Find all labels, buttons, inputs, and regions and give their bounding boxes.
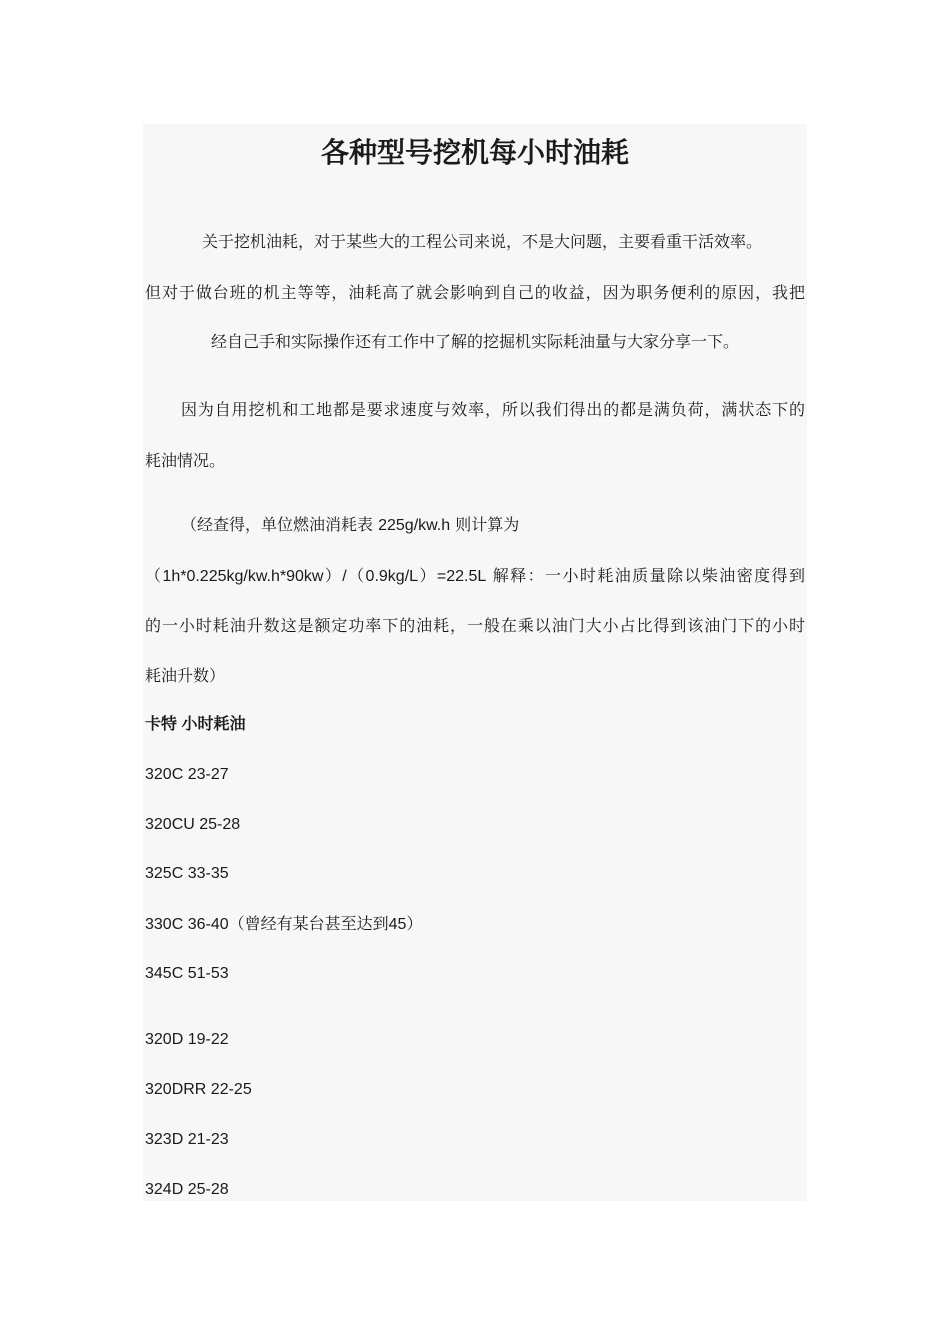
- intro-paragraph-line-2: 但对于做台班的机主等等，油耗高了就会影响到自己的收益，因为职务便利的原因，我把: [145, 283, 805, 302]
- model-row: 345C 51-53: [145, 965, 229, 982]
- calculation-paragraph-line-4: 耗油升数）: [145, 666, 226, 685]
- table-header: 卡特 小时耗油: [145, 716, 246, 733]
- calculation-paragraph-line-3: 的一小时耗油升数这是额定功率下的油耗，一般在乘以油门大小占比得到该油门下的小时: [145, 616, 805, 635]
- model-row-note: （曾经有某台甚至达到: [228, 914, 389, 933]
- model-row-note: ）: [406, 914, 423, 933]
- calculation-text: （经查得，单位燃油消耗表: [181, 515, 379, 534]
- calculation-paragraph-line-2: [145, 565, 805, 588]
- model-row-note-value: 45: [388, 916, 407, 933]
- model-row: 325C 33-35: [145, 865, 229, 882]
- calculation-paragraph-line-1: [145, 514, 805, 537]
- condition-paragraph-line-2: 耗油情况。: [145, 451, 226, 470]
- model-row: 320C 23-27: [145, 766, 229, 783]
- intro-paragraph-line-3: 经自己手和实际操作还有工作中了解的挖掘机实际耗油量与大家分享一下。: [210, 332, 739, 351]
- model-row: 320DRR 22-25: [145, 1081, 252, 1098]
- calculation-text: 则计算为: [450, 515, 520, 534]
- model-row: 324D 25-28: [145, 1181, 229, 1198]
- calculation-explanation: 解释：一小时耗油质量除以柴油密度得到: [486, 566, 805, 585]
- fuel-consumption-rate: 225g/kw.h: [378, 517, 451, 534]
- document-title: 各种型号挖机每小时油耗: [320, 136, 629, 169]
- model-row-330c: [145, 913, 805, 936]
- calculation-formula: （1h*0.225kg/kw.h*90kw）/（0.9kg/L）=22.5L: [145, 568, 487, 585]
- model-row: 320D 19-22: [145, 1031, 229, 1048]
- model-row: 320CU 25-28: [145, 816, 241, 833]
- model-row: 323D 21-23: [145, 1131, 229, 1148]
- condition-paragraph-line-1: 因为自用挖机和工地都是要求速度与效率，所以我们得出的都是满负荷，满状态下的: [181, 400, 805, 419]
- intro-paragraph-line-1: 关于挖机油耗，对于某些大的工程公司来说，不是大问题，主要看重干活效率。: [202, 232, 763, 251]
- model-row-text: 330C 36-40: [145, 916, 229, 933]
